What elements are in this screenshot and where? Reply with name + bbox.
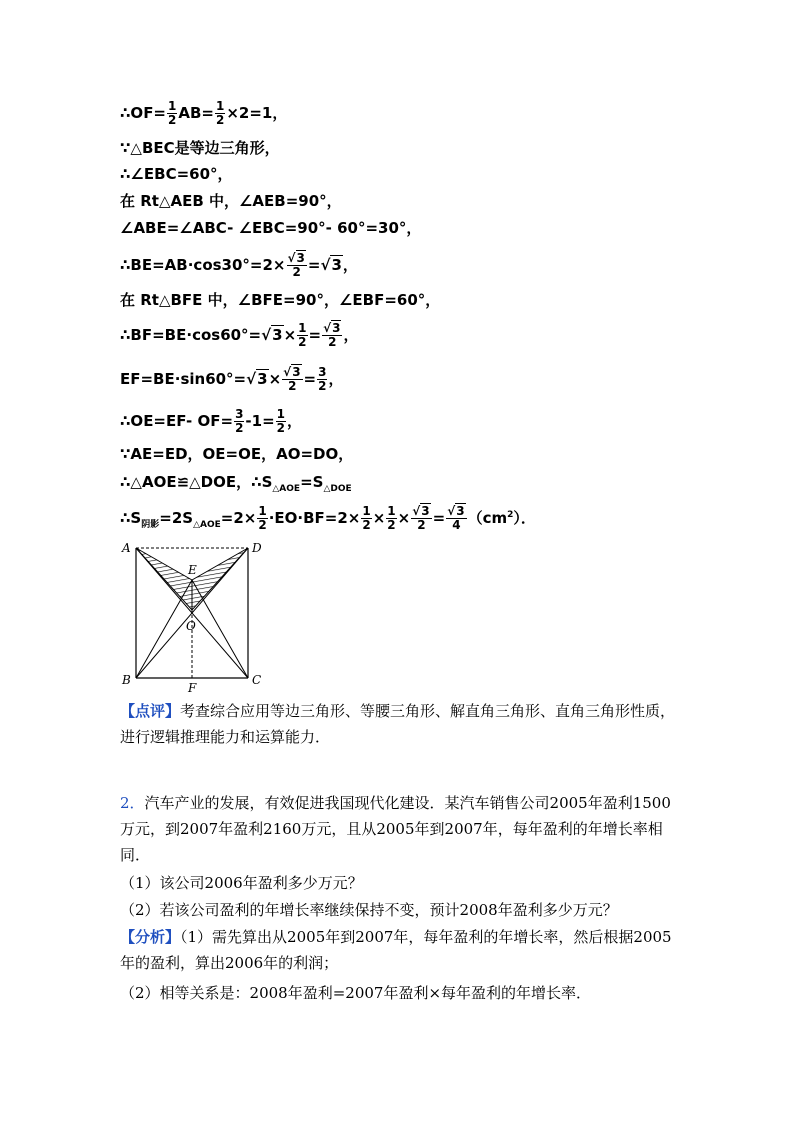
analysis-paragraph [120, 924, 680, 976]
solution-line-6: ∴BE=AB·cos30°=2× $\frac{√3}{2}$ =√3， [120, 251, 358, 279]
solution-line-9: EF=BE·sin60°=√3× $\frac{√3}{2}$ = $\frac{3}{2}$ ， [120, 365, 344, 393]
segment-BE [136, 580, 192, 678]
fraction: $\frac{1}{2}$ [276, 407, 286, 435]
solution-line-7: 在 Rt△BFE 中，∠BFE=90°，∠EBF=60°， [120, 291, 441, 309]
solution-line-2: ∵△BEC是等边三角形， [120, 139, 280, 157]
solution-line-12: ∴△AOE≌△DOE，$\therefore S_{\triangle AOE}=S_{\triangle DOE}$ [120, 473, 352, 494]
comment-tag: 【点评】 [120, 702, 181, 720]
square-diagram [118, 538, 268, 694]
comment-paragraph [120, 698, 680, 750]
sqrt: √3 [320, 256, 342, 274]
sqrt: √3 [246, 370, 268, 388]
label-D: D [252, 541, 262, 555]
fraction: $\frac{3}{2}$ [235, 407, 244, 435]
solution-line-3: ∴∠EBC=60°， [120, 165, 233, 183]
geometry-figure [118, 538, 268, 698]
solution-line-13: $\therefore S_{阴影}=2S_{\triangle AOE}=2\times$ $\frac{1}{2}$ ·EO·BF=2× $\frac{1}{2}$ × $\frac{1}{2}$ × $\frac{√3}{2}$ = $\frac{√3}{4}$ $(cm^2)$． [120, 504, 536, 532]
fraction: $\frac{1}{2}$ [362, 504, 371, 532]
problem-text: 汽车产业的发展，有效促进我国现代化建设．某汽车销售公司2005年盈利1500万元，到2007年盈利2160万元，且从2005年到2007年，每年盈利的年增长率相同． [120, 794, 671, 864]
fraction: $\frac{1}{2}$ [258, 504, 267, 532]
problem-number: 2． [120, 794, 145, 812]
solution-line-4: 在 Rt△AEB 中，∠AEB=90°， [120, 192, 342, 210]
sqrt: √3 [261, 326, 283, 344]
fraction: $\frac{√3}{2}$ [287, 251, 305, 279]
fraction: $\frac{√3}{2}$ [323, 321, 341, 349]
problem-2-q2: （2）若该公司盈利的年增长率继续保持不变，预计2008年盈利多少万元？ [120, 901, 618, 919]
fraction: $\frac{√3}{2}$ [412, 504, 430, 532]
solution-line-1: ∴OF= $\frac{1}{2}$ AB= $\frac{1}{2}$ ×2=1， [120, 99, 288, 127]
solution-line-11: ∵AE=ED，OE=OE，AO=DO， [120, 445, 354, 463]
solution-line-8: ∴BF=BE·cos60°=√3× $\frac{1}{2}$ = $\frac{√3}{2}$ ， [120, 321, 359, 349]
analysis-tag: 【分析】 [120, 928, 181, 946]
fraction: $\frac{1}{2}$ [216, 99, 225, 127]
comment-text: 考查综合应用等边三角形、等腰三角形、解直角三角形、直角三角形性质，进行逻辑推理能力和运算能力． [120, 702, 676, 746]
label-C: C [252, 673, 262, 687]
label-F: F [188, 681, 197, 694]
segment-CE [192, 580, 248, 678]
fraction: $\frac{1}{2}$ [298, 321, 307, 349]
fraction: $\frac{3}{2}$ [318, 365, 327, 393]
label-E: E [188, 563, 197, 577]
label-O: O [186, 619, 196, 633]
analysis-line-2: （2）相等关系是：2008年盈利=2007年盈利×每年盈利的年增长率． [120, 984, 592, 1002]
analysis-text-1: （1）需先算出从2005年到2007年，每年盈利的年增长率，然后根据2005年的盈利，算出2006年的利润； [120, 928, 672, 972]
fraction: $\frac{√3}{2}$ [283, 365, 301, 393]
label-B: B [122, 673, 131, 687]
problem-2-paragraph [120, 790, 680, 868]
solution-line-5: ∠ABE=∠ABC- ∠EBC=90°- 60°=30°， [120, 219, 422, 237]
fraction: $\frac{1}{2}$ [168, 99, 177, 127]
problem-2-q1: （1）该公司2006年盈利多少万元？ [120, 874, 363, 892]
fraction: $\frac{√3}{4}$ [447, 504, 465, 532]
label-A: A [122, 541, 131, 555]
solution-line-10: ∴OE=EF- OF= $\frac{3}{2}$ -1= $\frac{1}{2}$ ， [120, 407, 303, 435]
fraction: $\frac{1}{2}$ [387, 504, 396, 532]
